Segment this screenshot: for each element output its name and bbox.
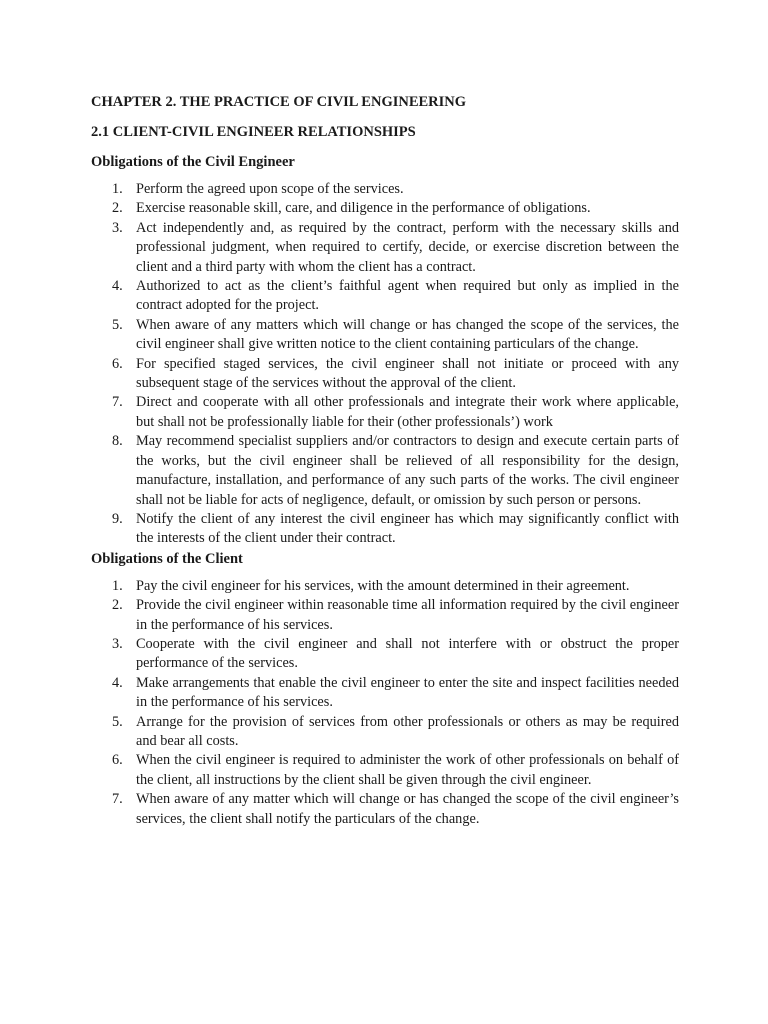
list-item-text: May recommend specialist suppliers and/or contractors to design and execute certain parts of the works, but the civil engineer shall be relieved of all responsibility for the design, manufacture, installation, and performance of any such parts of the works. The civil engineer shall not be liable for acts of negligence, default, or omission by such person or persons.: [136, 433, 679, 508]
list-item-text: When aware of any matters which will change or has changed the scope of the services, the civil engineer shall give written notice to the client containing particulars of the change.: [136, 316, 679, 353]
list-item-text: Pay the civil engineer for his services, with the amount determined in their agreement.: [136, 577, 630, 594]
client-obligations-heading: Obligations of the Client: [91, 550, 243, 567]
engineer-obligations-heading: Obligations of the Civil Engineer: [91, 154, 295, 170]
list-item-number: 6.: [112, 355, 123, 372]
list-item-number: 7.: [112, 394, 123, 411]
list-item: [91, 180, 679, 199]
list-item-text: Perform the agreed upon scope of the services.: [136, 181, 404, 197]
list-item: [91, 355, 679, 394]
list-item-text: Authorized to act as the client’s faithful agent when required but only as implied in the contract adopted for the project.: [136, 278, 679, 314]
list-item-text: Exercise reasonable skill, care, and diligence in the performance of obligations.: [136, 200, 591, 217]
list-item: [91, 277, 679, 316]
list-item: [91, 635, 679, 674]
list-item-number: 1.: [112, 577, 123, 594]
list-item-number: 1.: [112, 181, 123, 197]
list-item-number: 6.: [112, 752, 123, 769]
list-item: [91, 577, 679, 596]
list-item-text: Notify the client of any interest the civil engineer has which may significantly conflict with the interests of the client under their contract.: [136, 510, 679, 547]
list-item-text: When the civil engineer is required to administer the work of other professionals on behalf of the client, all instructions by the client shall be given through the civil engineer.: [136, 752, 679, 788]
list-item-number: 8.: [112, 433, 123, 450]
list-item-text: Act independently and, as required by the contract, perform with the necessary skills and professional judgment, when required to certify, decide, or exercise discretion between the client and a third party with whom the client has a contract.: [136, 219, 679, 275]
list-item-number: 5.: [112, 316, 123, 333]
list-item: [91, 510, 679, 549]
list-item: [91, 219, 679, 277]
list-item-number: 5.: [112, 713, 123, 730]
list-item: [91, 713, 679, 752]
list-item: [91, 316, 679, 355]
list-item: [91, 790, 679, 829]
list-item-text: Arrange for the provision of services from other professionals or others as may be required and bear all costs.: [136, 713, 679, 749]
engineer-obligations-list: [91, 180, 679, 549]
client-obligations-list: [91, 577, 679, 829]
list-item-text: Cooperate with the civil engineer and shall not interfere with or obstruct the proper performance of the services.: [136, 635, 679, 672]
list-item-number: 4.: [112, 674, 123, 691]
list-item: [91, 751, 679, 790]
list-item-number: 3.: [112, 219, 123, 236]
list-item-number: 2.: [112, 200, 123, 217]
list-item-text: When aware of any matter which will change or has changed the scope of the civil engineer’s services, the client shall notify the particulars of the change.: [136, 791, 679, 827]
list-item-text: Provide the civil engineer within reasonable time all information required by the civil engineer in the performance of his services.: [136, 597, 679, 633]
list-item: [91, 596, 679, 635]
list-item-number: 2.: [112, 597, 123, 614]
list-item: [91, 432, 679, 510]
list-item-number: 9.: [112, 510, 123, 527]
list-item-text: For specified staged services, the civil engineer shall not initiate or proceed with any subsequent stage of the services without the approval of the client.: [136, 355, 679, 392]
list-item-number: 3.: [112, 635, 123, 652]
list-item-text: Direct and cooperate with all other professionals and integrate their work where applicable, but shall not be professionally liable for their (other professionals’) work: [136, 394, 679, 430]
list-item-number: 7.: [112, 791, 123, 808]
chapter-title: CHAPTER 2. THE PRACTICE OF CIVIL ENGINEERING: [91, 94, 467, 110]
list-item: [91, 674, 679, 713]
document-content: [91, 92, 679, 829]
list-item: [91, 393, 679, 432]
list-item-number: 4.: [112, 278, 123, 295]
section-title: 2.1 CLIENT-CIVIL ENGINEER RELATIONSHIPS: [91, 124, 416, 140]
list-item-text: Make arrangements that enable the civil engineer to enter the site and inspect facilities needed in the performance of his services.: [136, 674, 679, 711]
list-item: [91, 199, 679, 218]
